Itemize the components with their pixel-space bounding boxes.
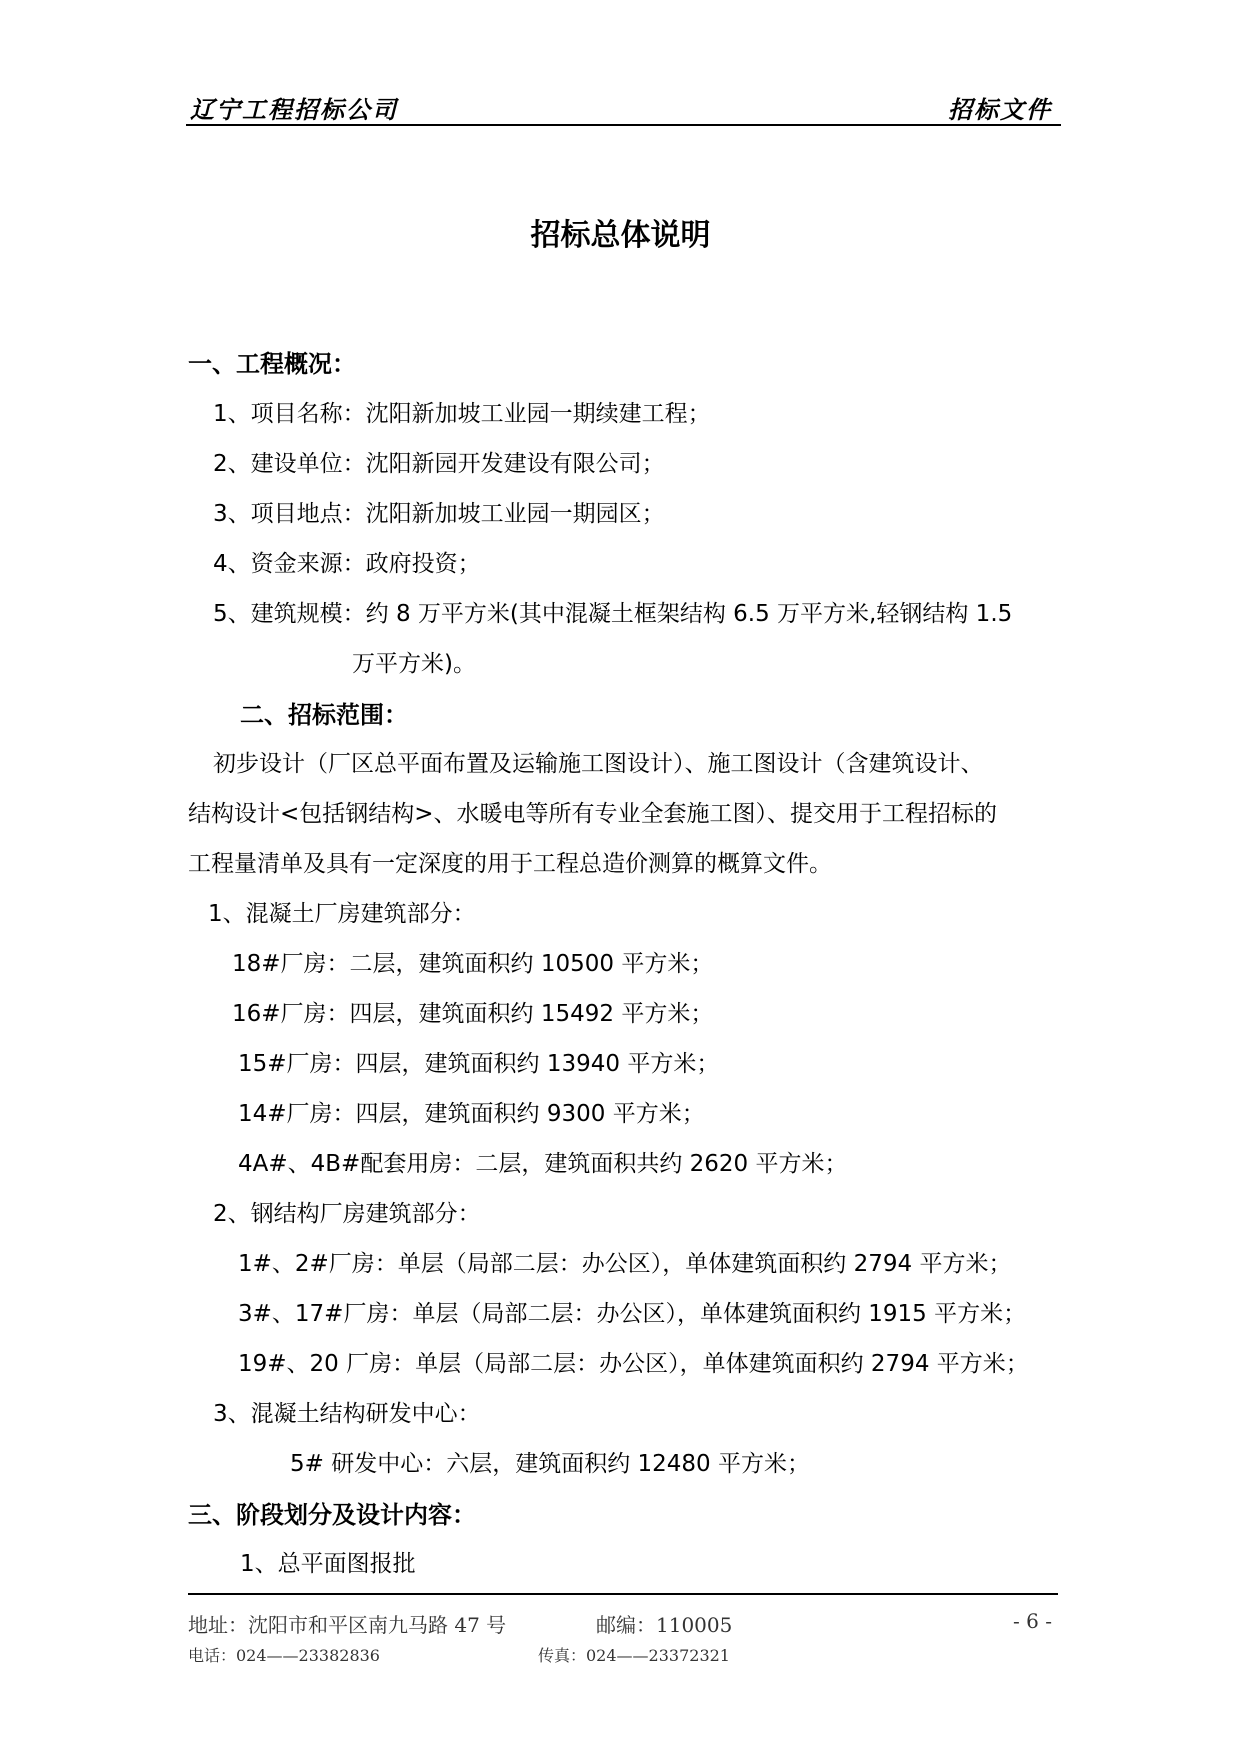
part2-row: 1#、2#厂房：单层（局部二层：办公区），单体建筑面积约 2794 平方米；: [238, 1251, 1012, 1277]
footer-address: 地址：沈阳市和平区南九马路 47 号: [188, 1613, 507, 1637]
header-doc-type: 招标文件: [948, 95, 1052, 124]
section1-item-1: 1、项目名称：沈阳新加坡工业园一期续建工程；: [213, 401, 711, 427]
part3-title: 3、混凝土结构研发中心：: [213, 1401, 481, 1427]
section1-heading: 一、工程概况：: [188, 350, 356, 378]
footer-fax: 传真：024——23372321: [538, 1646, 730, 1665]
section1-item-3: 3、项目地点：沈阳新加坡工业园一期园区；: [213, 501, 665, 527]
part2-title: 2、钢结构厂房建筑部分：: [213, 1201, 481, 1227]
section1-item-5-cont: 万平方米)。: [352, 651, 476, 677]
part2-row: 3#、17#厂房：单层（局部二层：办公区），单体建筑面积约 1915 平方米；: [238, 1301, 1027, 1327]
section1-item-2: 2、建设单位：沈阳新园开发建设有限公司；: [213, 451, 665, 477]
section2-para-line-3: 工程量清单及具有一定深度的用于工程总造价测算的概算文件。: [188, 851, 832, 877]
part1-row: 14#厂房：四层，建筑面积约 9300 平方米；: [238, 1101, 705, 1127]
part2-row: 19#、20 厂房：单层（局部二层：办公区），单体建筑面积约 2794 平方米；: [238, 1351, 1029, 1377]
section2-heading: 二、招标范围：: [240, 701, 408, 729]
footer-postcode: 邮编：110005: [596, 1613, 733, 1637]
part1-row: 16#厂房：四层，建筑面积约 15492 平方米；: [232, 1001, 714, 1027]
section2-para-line-1: 初步设计（厂区总平面布置及运输施工图设计）、施工图设计（含建筑设计、: [213, 751, 984, 777]
part3-row: 5# 研发中心：六层，建筑面积约 12480 平方米；: [290, 1451, 811, 1477]
section3-heading: 三、阶段划分及设计内容：: [188, 1501, 476, 1529]
part1-row: 18#厂房：二层，建筑面积约 10500 平方米；: [232, 951, 714, 977]
header-company: 辽宁工程招标公司: [190, 95, 398, 124]
part1-title: 1、混凝土厂房建筑部分：: [208, 901, 476, 927]
section1-item-5: 5、建筑规模：约 8 万平方米(其中混凝土框架结构 6.5 万平方米,轻钢结构 1.5: [213, 601, 1013, 627]
section3-item-1: 1、总平面图报批: [240, 1551, 416, 1577]
footer-phone: 电话：024——23382836: [188, 1646, 380, 1665]
page-title: 招标总体说明: [530, 218, 711, 253]
part1-row: 15#厂房：四层，建筑面积约 13940 平方米；: [238, 1051, 720, 1077]
part1-row: 4A#、4B#配套用房：二层，建筑面积共约 2620 平方米；: [238, 1151, 848, 1177]
section2-para-line-2: 结构设计<包括钢结构>、水暖电等所有专业全套施工图）、提交用于工程招标的: [188, 801, 998, 827]
footer-rule: [188, 1593, 1058, 1595]
section1-item-4: 4、资金来源：政府投资；: [213, 551, 481, 577]
footer-page-number: - 6 -: [1013, 1609, 1052, 1633]
header-rule: [186, 124, 1061, 126]
